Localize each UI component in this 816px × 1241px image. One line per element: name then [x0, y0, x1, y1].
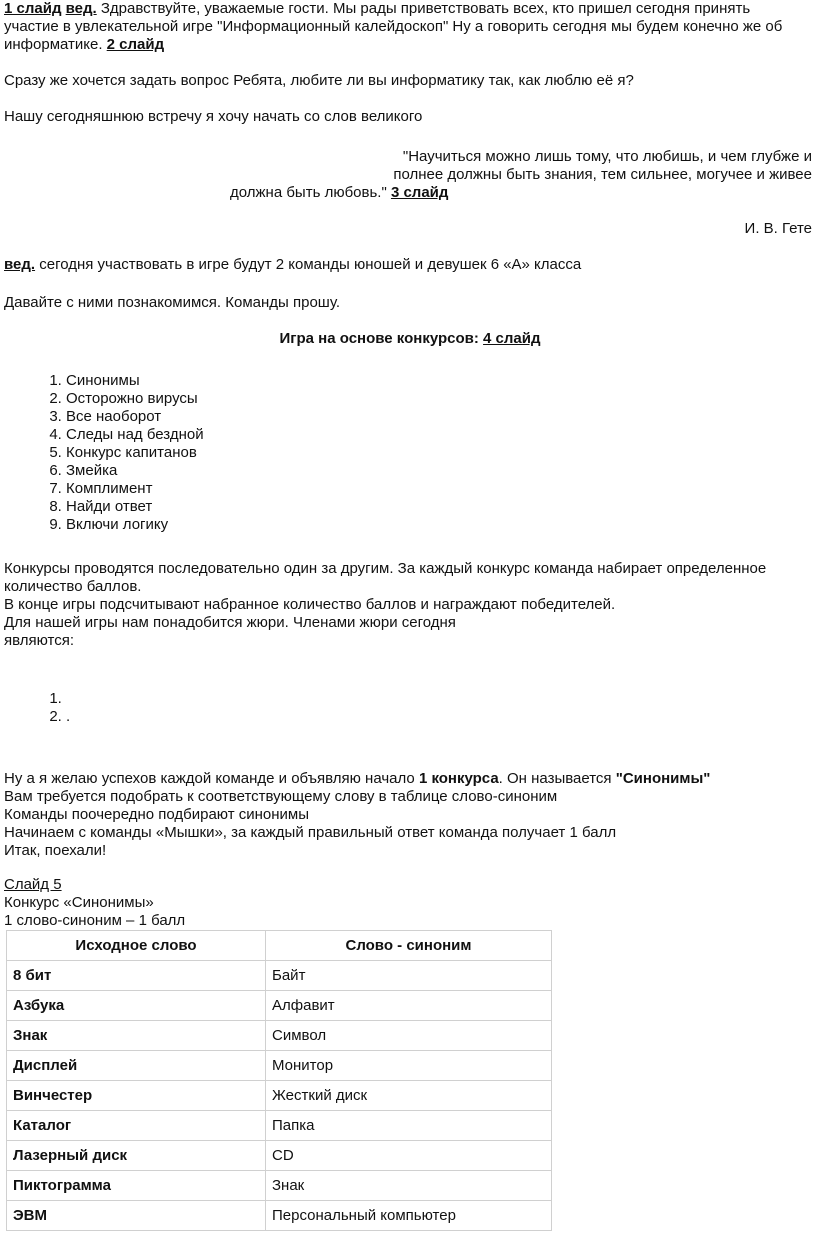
table-row: [7, 1111, 552, 1141]
meet-text: Давайте с ними познакомимся. Команды прошу.: [4, 294, 340, 311]
rules-line-2: В конце игры подсчитывают набранное количество баллов и награждают победителей.: [4, 596, 616, 613]
table-row: [7, 961, 552, 991]
start-pre: Ну а я желаю успехов каждой команде и объявляю начало: [4, 770, 419, 787]
start-line-5: Итак, поехали!: [4, 842, 107, 859]
contest-item: 4. Следы над бездной: [66, 426, 204, 444]
quote-line-2: полнее должны быть знания, тем сильнее, могучее и живее: [393, 166, 812, 183]
synonym-cell: CD: [266, 1141, 552, 1171]
slide4-label: 4 слайд: [483, 330, 541, 347]
synonyms-table: [6, 930, 552, 1231]
contest-item: 1. Синонимы: [66, 372, 204, 390]
rules-line-3: Для нашей игры нам понадобится жюри. Членами жюри сегодня: [4, 614, 456, 631]
rules-line-4: являются:: [4, 632, 75, 649]
start-line-1: [4, 770, 816, 788]
quote-line-1: "Научиться можно лишь тому, что любишь, и чем глубже и: [402, 148, 812, 165]
synonyms-table-body: [7, 961, 552, 1231]
ved-label: вед.: [65, 0, 97, 17]
table-row: [7, 1171, 552, 1201]
table-row: [7, 1201, 552, 1231]
intro-text: Здравствуйте, уважаемые гости. Мы рады приветствовать всех, кто пришел сегодня принять участие в увлекательной игре "Информационный калейдоскоп" Ну а говорить сегодня мы будем конечно же об информатике.: [4, 0, 783, 53]
teams-text: сегодня участвовать в игре будут 2 команды юношей и девушек 6 «А» класса: [35, 256, 582, 273]
contest-item: 7. Комплимент: [66, 480, 204, 498]
contest-item: 2. Осторожно вирусы: [66, 390, 204, 408]
synonym-cell: Папка: [266, 1111, 552, 1141]
start-mid: . Он называется: [498, 770, 616, 787]
contest-item: 9. Включи логику: [66, 516, 204, 534]
table-row: [7, 1141, 552, 1171]
jury-list: [34, 690, 70, 726]
slide2-label: 2 слайд: [106, 36, 165, 53]
source-word-cell: ЭВМ: [7, 1201, 266, 1231]
table-row: [7, 1051, 552, 1081]
slide5-contest: Конкурс «Синонимы»: [4, 894, 154, 911]
question-text: Сразу же хочется задать вопрос Ребята, любите ли вы информатику так, как люблю её я?: [4, 72, 634, 89]
contest-item: 3. Все наоборот: [66, 408, 204, 426]
source-word-cell: Лазерный диск: [7, 1141, 266, 1171]
meeting-text: Нашу сегодняшнюю встречу я хочу начать со слов великого: [4, 108, 423, 125]
games-heading-text: Игра на основе конкурсов:: [279, 330, 484, 347]
start-line-4: Начинаем с команды «Мышки», за каждый правильный ответ команда получает 1 балл: [4, 824, 617, 841]
header-synonym: Слово - синоним: [266, 931, 552, 961]
start-contest: 1 конкурса: [418, 770, 499, 787]
synonym-cell: Знак: [266, 1171, 552, 1201]
table-row: [7, 1021, 552, 1051]
source-word-cell: Каталог: [7, 1111, 266, 1141]
table-row: [7, 991, 552, 1021]
rules-line-1: Конкурсы проводятся последовательно один за другим. За каждый конкурс команда набирает определенное количество баллов.: [4, 560, 767, 595]
table-row: [7, 1081, 552, 1111]
synonym-cell: Байт: [266, 961, 552, 991]
ved-label-2: вед.: [4, 256, 36, 273]
slide3-label: 3 слайд: [390, 184, 449, 201]
contest-item: 5. Конкурс капитанов: [66, 444, 204, 462]
contests-list: [34, 372, 204, 534]
source-word-cell: 8 бит: [7, 961, 266, 991]
synonym-cell: Монитор: [266, 1051, 552, 1081]
teams-paragraph: [4, 256, 816, 274]
source-word-cell: Пиктограмма: [7, 1171, 266, 1201]
header-source-word: Исходное слово: [7, 931, 266, 961]
slide1-label: 1 слайд: [4, 0, 62, 17]
start-line-2: Вам требуется подобрать к соответствующему слову в таблице слово-синоним: [4, 788, 558, 805]
jury-item: 2. .: [66, 708, 70, 726]
quote-author: И. В. Гете: [744, 220, 812, 237]
slide5-label: Слайд 5: [4, 876, 62, 893]
games-heading: [4, 330, 816, 348]
source-word-cell: Дисплей: [7, 1051, 266, 1081]
quote-line-3-text: должна быть любовь.": [230, 184, 391, 201]
start-name: "Синонимы": [615, 770, 711, 787]
contest-item: 8. Найди ответ: [66, 498, 204, 516]
table-header-row: [7, 931, 552, 961]
synonym-cell: Алфавит: [266, 991, 552, 1021]
start-line-3: Команды поочередно подбирают синонимы: [4, 806, 310, 823]
synonym-cell: Персональный компьютер: [266, 1201, 552, 1231]
synonym-cell: Символ: [266, 1021, 552, 1051]
slide5-score: 1 слово-синоним – 1 балл: [4, 912, 186, 929]
source-word-cell: Винчестер: [7, 1081, 266, 1111]
synonym-cell: Жесткий диск: [266, 1081, 552, 1111]
source-word-cell: Знак: [7, 1021, 266, 1051]
contest-item: 6. Змейка: [66, 462, 204, 480]
quote-line-3: [230, 184, 816, 202]
jury-item: [66, 690, 70, 708]
source-word-cell: Азбука: [7, 991, 266, 1021]
intro-paragraph: [4, 0, 794, 54]
